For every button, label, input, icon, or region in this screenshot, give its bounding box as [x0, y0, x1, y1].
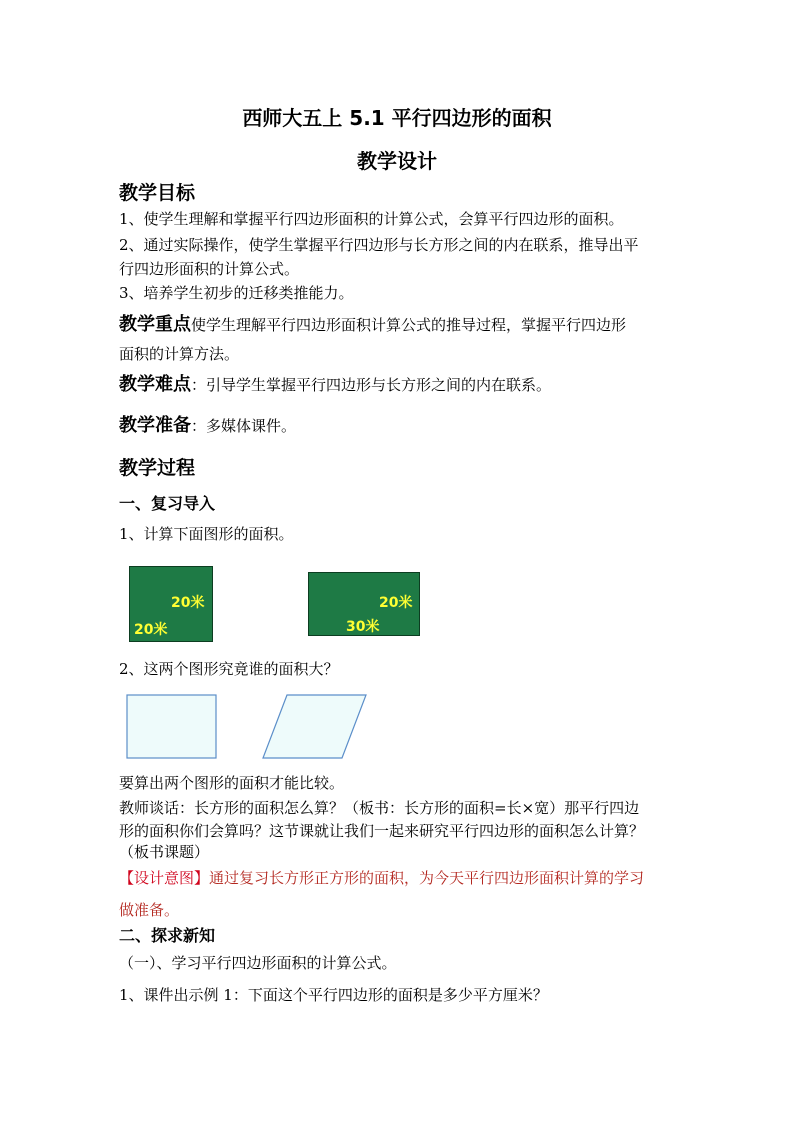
document-subtitle: 教学设计: [357, 149, 437, 173]
process-heading: 教学过程: [119, 457, 196, 479]
objective-item-1: 1、使学生理解和掌握平行四边形面积的计算公式，会算平行四边形的面积。: [119, 210, 624, 228]
teacher-talk-line-2: 形的面积你们会算吗？这节课就让我们一起来研究平行四边形的面积怎么计算？: [119, 822, 645, 840]
green-square-figure: [129, 566, 213, 642]
question-1: 1、计算下面图形的面积。: [119, 525, 294, 543]
preparation-label: 教学准备: [119, 415, 191, 436]
key-point-text: 使学生理解平行四边形面积计算公式的推导过程，掌握平行四边形: [191, 316, 627, 334]
rectangle-bottom-label: 30米: [346, 619, 380, 635]
section1-heading: 一、复习导入: [119, 494, 216, 513]
document-title: 西师大五上 5.1 平行四边形的面积: [242, 106, 552, 130]
design-intent-tag: 【设计意图】: [119, 869, 210, 887]
square-bottom-label: 20米: [134, 622, 168, 638]
rectangle-shape: [127, 695, 216, 758]
parallelogram-shape: [263, 695, 366, 758]
compare-text: 要算出两个图形的面积才能比较。: [119, 774, 345, 792]
objective-item-2: 2、通过实际操作，使学生掌握平行四边形与长方形之间的内在联系，推导出平: [119, 236, 639, 254]
teacher-talk-line-1: 教师谈话：长方形的面积怎么算？（板书：长方形的面积=长×宽）那平行四边: [119, 799, 640, 817]
section2-heading: 二、探求新知: [119, 926, 216, 945]
green-rectangle-figure: [308, 572, 420, 636]
difficulty-label: 教学难点: [119, 374, 191, 395]
compare-shapes-figure: [120, 688, 380, 764]
design-intent-cont: 做准备。: [119, 901, 180, 919]
objectives-heading: 教学目标: [119, 182, 196, 204]
section2-sub1: （一）、学习平行四边形面积的计算公式。: [119, 954, 397, 972]
key-point: [119, 316, 626, 334]
difficulty-text: ：引导学生掌握平行四边形与长方形之间的内在联系。: [191, 376, 552, 394]
preparation-text: ：多媒体课件。: [191, 417, 297, 435]
example-1: 1、课件出示例 1：下面这个平行四边形的面积是多少平方厘米？: [119, 986, 548, 1004]
design-intent: [119, 871, 644, 886]
preparation: [119, 417, 296, 435]
difficulty: [119, 376, 551, 394]
design-intent-text: 通过复习长方形正方形的面积，为今天平行四边形面积计算的学习: [209, 869, 645, 887]
rectangle-top-label: 20米: [379, 595, 413, 611]
objective-item-3: 3、培养学生初步的迁移类推能力。: [119, 284, 354, 302]
teacher-talk-line-3: （板书课题）: [119, 843, 210, 861]
square-top-label: 20米: [171, 595, 205, 611]
question-2: 2、这两个图形究竟谁的面积大？: [119, 660, 339, 678]
key-point-cont: 面积的计算方法。: [119, 345, 240, 363]
key-point-label: 教学重点: [119, 314, 191, 335]
objective-item-2-cont: 行四边形面积的计算公式。: [119, 260, 300, 278]
